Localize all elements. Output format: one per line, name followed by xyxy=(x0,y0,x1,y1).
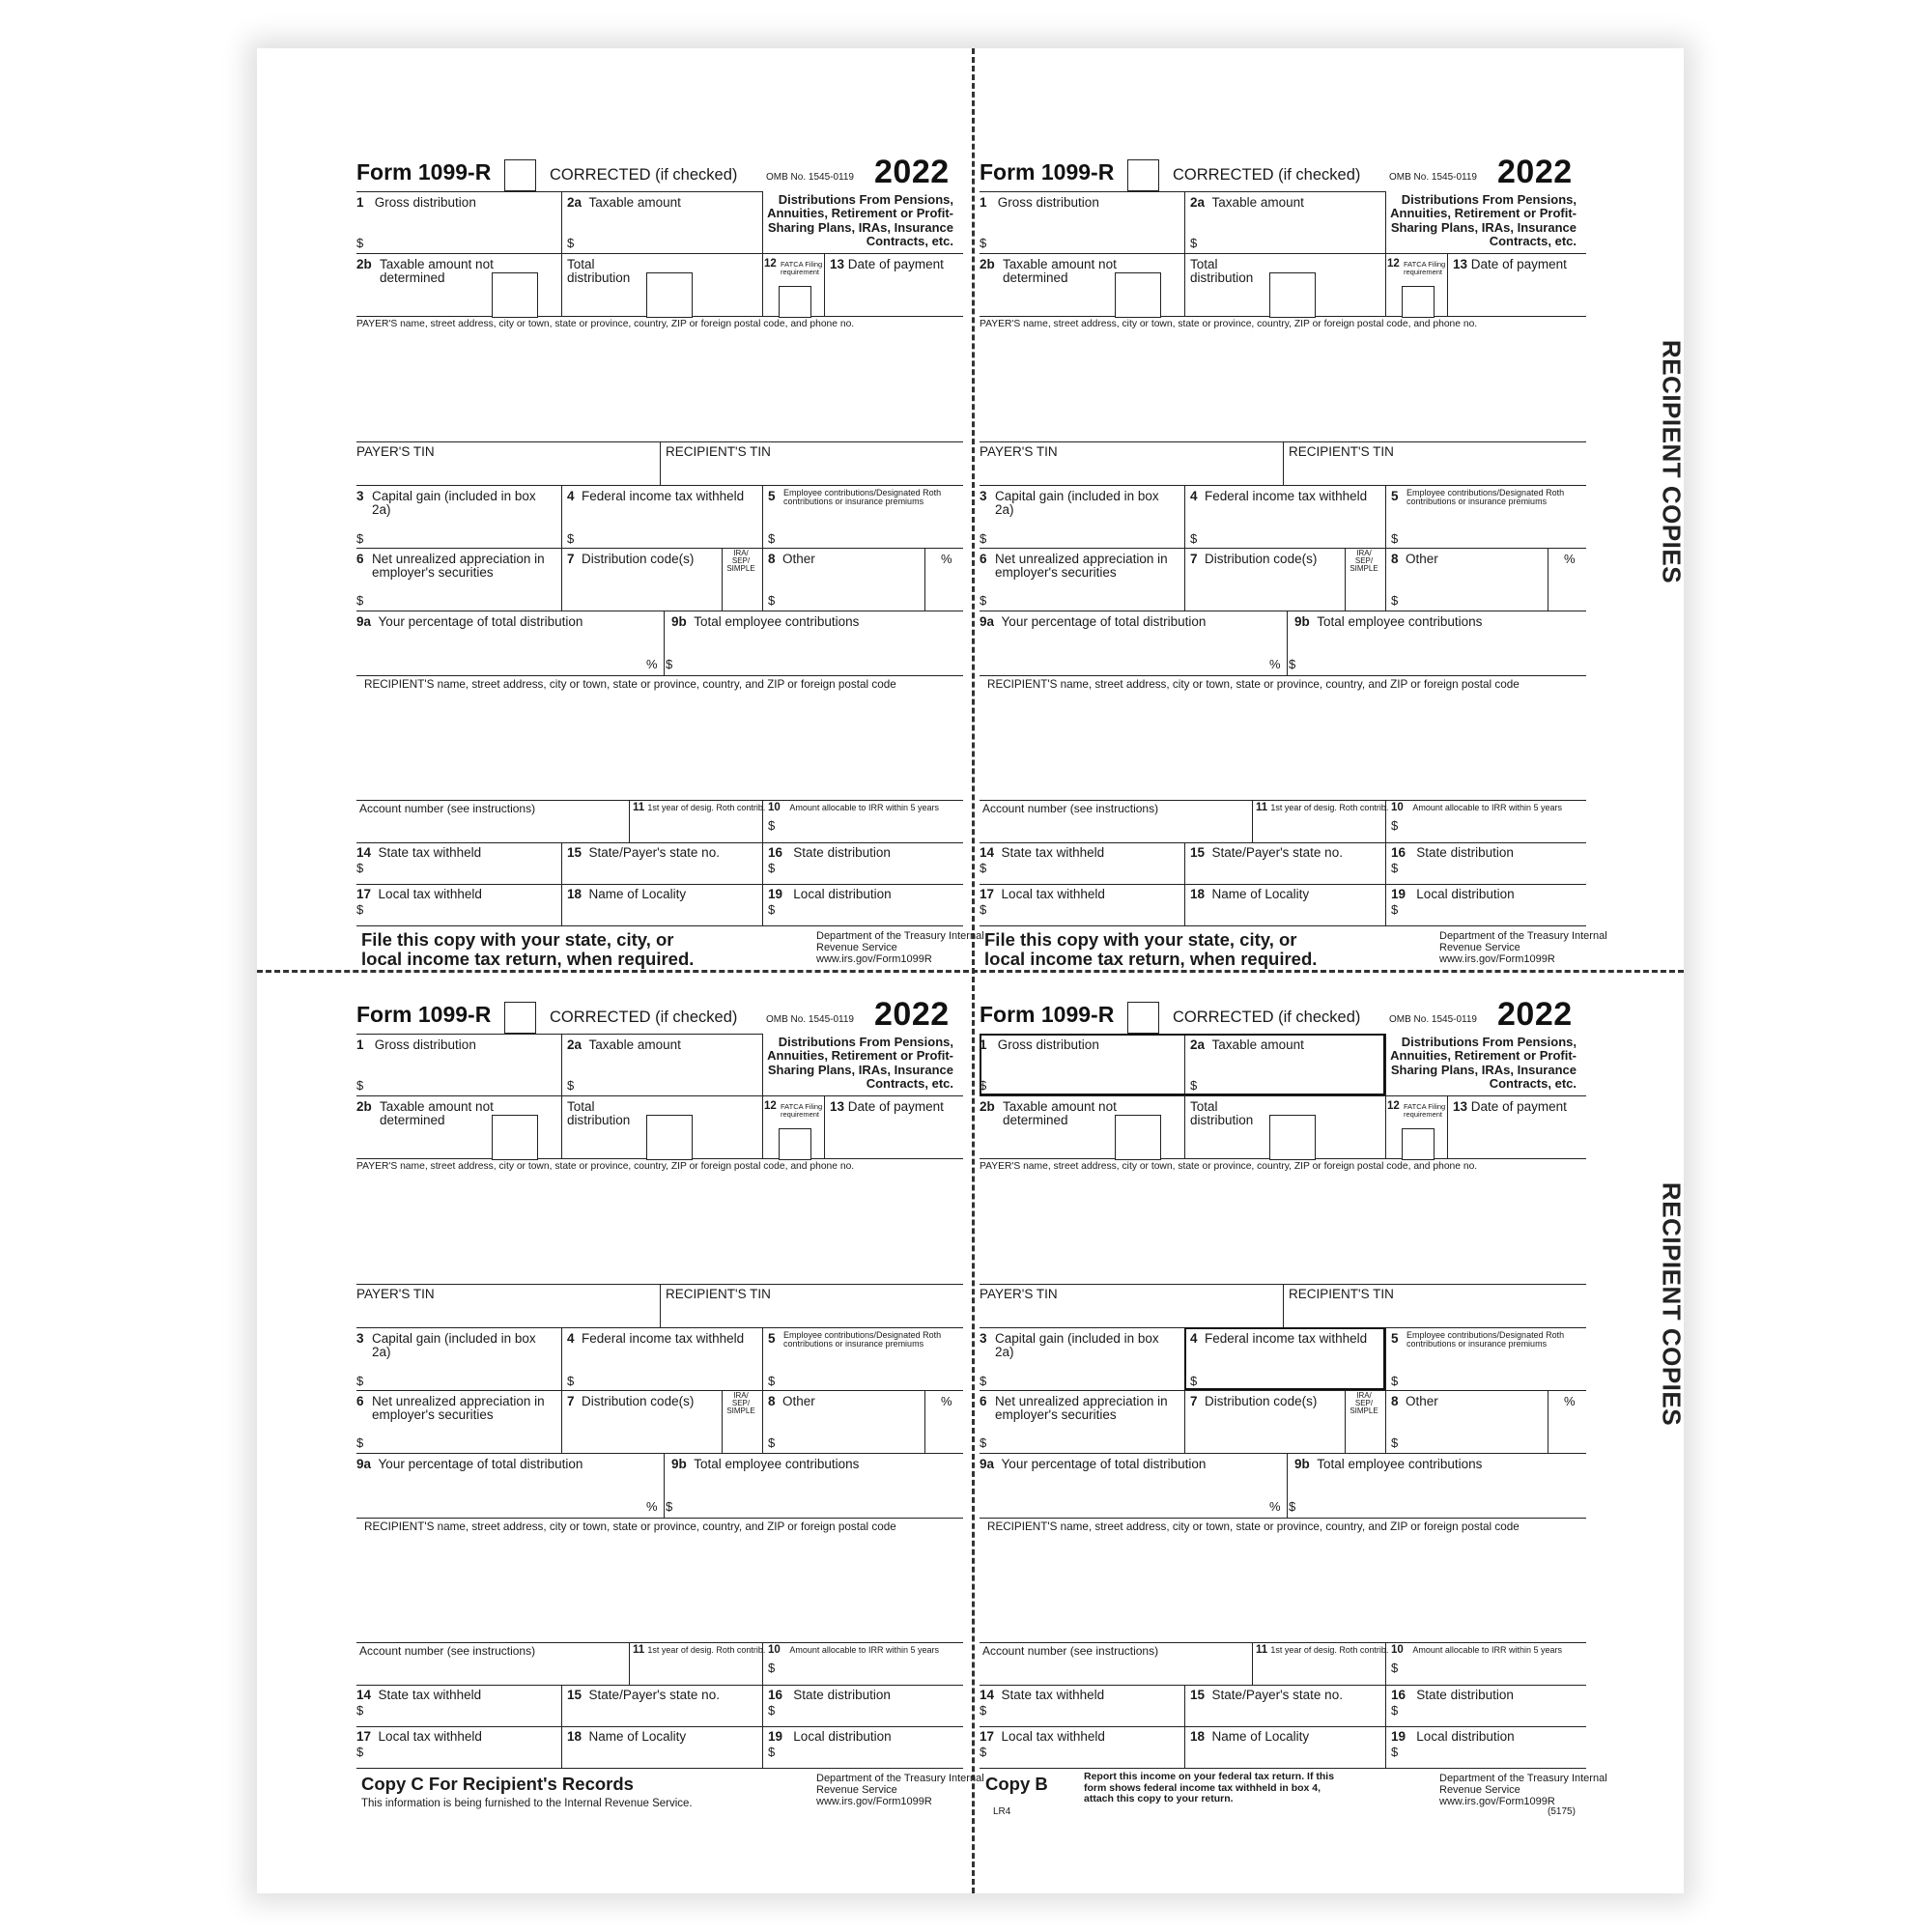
copy-b-box4-frame xyxy=(1184,1327,1385,1390)
copy-b-report-note: Report this income on your federal tax return. If this form shows federal income tax withheld in box 4, attach this copy to your return. xyxy=(1084,1771,1335,1805)
box4-label: 4 Federal income tax withheld xyxy=(1190,489,1368,503)
box16-dollar: $ xyxy=(1391,861,1399,875)
box5-label: Employee contributions/Designated Roth contributions or insurance premiums xyxy=(1406,488,1565,506)
box5-number: 5 xyxy=(1391,489,1399,503)
box3-label: Capital gain (included in box 2a) xyxy=(995,1331,1159,1360)
form-description: Distributions From Pensions, Annuities, Retirement or Profit-Sharing Plans, IRAs, Insurance Contracts, etc. xyxy=(767,1035,953,1091)
box2b-checkbox[interactable] xyxy=(1115,1115,1161,1160)
box2b-number: 2b xyxy=(980,1099,995,1114)
account-number-label: Account number (see instructions) xyxy=(359,1644,536,1658)
side-label-text: RECIPIENT COPIES xyxy=(1657,339,1687,584)
box5-dollar: $ xyxy=(768,531,776,546)
form-description: Distributions From Pensions, Annuities, Retirement or Profit-Sharing Plans, IRAs, Insurance Contracts, etc. xyxy=(1390,192,1577,248)
box11-label: 11 1st year of desig. Roth contrib. xyxy=(633,1644,766,1656)
copy-b-title: Copy B xyxy=(985,1774,1048,1794)
recipient-tin-label: RECIPIENT'S TIN xyxy=(1289,444,1394,459)
form-title: Form 1099-R xyxy=(356,159,492,185)
copy-c-subtitle: This information is being furnished to the Internal Revenue Service. xyxy=(361,1798,693,1809)
box15-label: 15 State/Payer's state no. xyxy=(1190,845,1343,860)
box17-dollar: $ xyxy=(980,1745,987,1759)
box9a-label: 9a Your percentage of total distribution xyxy=(980,614,1207,629)
box14-label: 14 State tax withheld xyxy=(356,845,482,860)
account-number-label: Account number (see instructions) xyxy=(359,802,536,815)
box6-label: Net unrealized appreciation in employer's securities xyxy=(372,1394,545,1423)
box5-dollar: $ xyxy=(768,1374,776,1388)
omb-number: OMB No. 1545-0119 xyxy=(766,1014,854,1025)
box1-dollar: $ xyxy=(356,1078,364,1093)
total-distribution-label: Total distribution xyxy=(1190,257,1254,286)
box9b-dollar: $ xyxy=(666,1499,673,1514)
copy-instructions: File this copy with your state, city, or local income tax return, when required. xyxy=(361,929,695,969)
box1-label: 1 Gross distribution xyxy=(980,195,1099,210)
fatca-checkbox[interactable] xyxy=(779,1128,811,1160)
corrected-checkbox[interactable] xyxy=(1127,159,1159,191)
box14-label: 14 State tax withheld xyxy=(980,845,1105,860)
form-description: Distributions From Pensions, Annuities, Retirement or Profit-Sharing Plans, IRAs, Insurance Contracts, etc. xyxy=(1390,1035,1577,1091)
payer-name-label: PAYER'S name, street address, city or town, state or province, country, ZIP or foreign postal code, and phone no. xyxy=(980,319,1478,329)
recipient-name-label: RECIPIENT'S name, street address, city or town, state or province, country, and ZIP or foreign postal code xyxy=(364,1520,896,1533)
box3-dollar: $ xyxy=(356,1374,364,1388)
box11-label: 11 1st year of desig. Roth contrib. xyxy=(1256,1644,1389,1656)
box2b-number: 2b xyxy=(356,1099,372,1114)
box1-label: 1 Gross distribution xyxy=(980,1037,1099,1052)
box6-label: Net unrealized appreciation in employer's securities xyxy=(995,1394,1168,1423)
box2a-dollar: $ xyxy=(1190,1078,1198,1093)
box9a-percent: % xyxy=(646,657,658,671)
box6-number: 6 xyxy=(356,552,364,566)
payer-tin-label: PAYER'S TIN xyxy=(980,1287,1058,1301)
box18-label: 18 Name of Locality xyxy=(567,1729,687,1744)
copy-b-amount-frame xyxy=(980,1034,1385,1095)
box13-label: 13 Date of payment xyxy=(1453,257,1567,271)
box5-label: Employee contributions/Designated Roth contributions or insurance premiums xyxy=(783,1330,942,1349)
total-distribution-checkbox[interactable] xyxy=(646,272,693,318)
box11-label: 11 1st year of desig. Roth contrib. xyxy=(633,802,766,813)
box17-label: 17 Local tax withheld xyxy=(356,887,482,901)
payer-name-label: PAYER'S name, street address, city or town, state or province, country, ZIP or foreign postal code, and phone no. xyxy=(980,1161,1478,1172)
box19-dollar: $ xyxy=(768,902,776,917)
box14-label: 14 State tax withheld xyxy=(980,1688,1105,1702)
box2b-checkbox[interactable] xyxy=(492,272,538,318)
form-title: Form 1099-R xyxy=(980,1002,1115,1027)
form-number: (5175) xyxy=(1548,1806,1576,1817)
box15-label: 15 State/Payer's state no. xyxy=(1190,1688,1343,1702)
fatca-checkbox[interactable] xyxy=(779,286,811,318)
form-copy-c xyxy=(356,996,984,1813)
box9b-dollar: $ xyxy=(1289,1499,1296,1514)
box19-label: 19 Local distribution xyxy=(768,887,892,901)
box7-label: 7 Distribution code(s) xyxy=(567,1394,695,1408)
box15-label: 15 State/Payer's state no. xyxy=(567,845,720,860)
box1-dollar: $ xyxy=(980,1078,987,1093)
box2b-label: Taxable amount not determined xyxy=(1003,1099,1117,1128)
box2a-dollar: $ xyxy=(567,1078,575,1093)
box5-number: 5 xyxy=(768,489,776,503)
tax-year: 2022 xyxy=(1497,996,1573,1033)
box12-number: 12 xyxy=(764,258,777,270)
box16-label: 16 State distribution xyxy=(768,845,891,860)
box4-dollar: $ xyxy=(567,531,575,546)
box1-label: 1 Gross distribution xyxy=(356,195,476,210)
box8-label: 8 Other xyxy=(1391,1394,1438,1408)
box14-dollar: $ xyxy=(356,1703,364,1718)
box9b-label: 9b Total employee contributions xyxy=(671,1457,860,1471)
box6-dollar: $ xyxy=(356,593,364,608)
tax-year: 2022 xyxy=(1497,154,1573,190)
box6-number: 6 xyxy=(356,1394,364,1408)
box8-percent: % xyxy=(941,1394,952,1408)
box5-number: 5 xyxy=(768,1331,776,1346)
box18-label: 18 Name of Locality xyxy=(1190,1729,1310,1744)
box19-label: 19 Local distribution xyxy=(768,1729,892,1744)
box2b-label: Taxable amount not determined xyxy=(1003,257,1117,286)
form-copy-state-left xyxy=(356,154,984,971)
box8-dollar: $ xyxy=(1391,593,1399,608)
box17-label: 17 Local tax withheld xyxy=(980,887,1105,901)
box8-percent: % xyxy=(941,552,952,566)
box10-dollar: $ xyxy=(1391,818,1399,833)
box2a-label: 2a Taxable amount xyxy=(1190,195,1304,210)
recipient-name-label: RECIPIENT'S name, street address, city or town, state or province, country, and ZIP or foreign postal code xyxy=(987,1520,1520,1533)
corrected-checkbox[interactable] xyxy=(504,1002,536,1034)
omb-number: OMB No. 1545-0119 xyxy=(1389,172,1477,183)
box9b-label: 9b Total employee contributions xyxy=(1294,614,1483,629)
box1-dollar: $ xyxy=(980,236,987,250)
box14-dollar: $ xyxy=(980,1703,987,1718)
box5-label: Employee contributions/Designated Roth contributions or insurance premiums xyxy=(1406,1330,1565,1349)
box13-label: 13 Date of payment xyxy=(830,1099,944,1114)
box17-dollar: $ xyxy=(356,1745,364,1759)
box6-label: Net unrealized appreciation in employer's securities xyxy=(372,552,545,581)
box4-dollar: $ xyxy=(1190,531,1198,546)
tax-year: 2022 xyxy=(874,154,950,190)
total-distribution-checkbox[interactable] xyxy=(1269,1115,1316,1160)
irs-department: Department of the Treasury Internal Revenue Service www.irs.gov/Form1099R xyxy=(1439,930,1607,966)
box6-dollar: $ xyxy=(356,1435,364,1450)
box2a-label: 2a Taxable amount xyxy=(567,1037,681,1052)
box2b-number: 2b xyxy=(980,257,995,271)
box8-label: 8 Other xyxy=(768,552,815,566)
form-title: Form 1099-R xyxy=(980,159,1115,185)
box8-percent: % xyxy=(1564,552,1576,566)
omb-number: OMB No. 1545-0119 xyxy=(766,172,854,183)
box9a-percent: % xyxy=(1269,657,1281,671)
box3-label: Capital gain (included in box 2a) xyxy=(372,1331,536,1360)
box4-label: 4 Federal income tax withheld xyxy=(567,489,745,503)
box6-number: 6 xyxy=(980,552,987,566)
box16-dollar: $ xyxy=(768,1703,776,1718)
box9b-dollar: $ xyxy=(666,657,673,671)
box10-label: 10 Amount allocable to IRR within 5 years xyxy=(1391,1644,1562,1656)
box19-dollar: $ xyxy=(1391,902,1399,917)
box16-label: 16 State distribution xyxy=(768,1688,891,1702)
corrected-label: CORRECTED (if checked) xyxy=(550,1009,738,1026)
box14-label: 14 State tax withheld xyxy=(356,1688,482,1702)
payer-name-label: PAYER'S name, street address, city or town, state or province, country, ZIP or foreign postal code, and phone no. xyxy=(356,319,855,329)
payer-tin-label: PAYER'S TIN xyxy=(980,444,1058,459)
box4-dollar: $ xyxy=(567,1374,575,1388)
box16-dollar: $ xyxy=(1391,1703,1399,1718)
box5-dollar: $ xyxy=(1391,531,1399,546)
corrected-label: CORRECTED (if checked) xyxy=(1173,1009,1361,1026)
box8-dollar: $ xyxy=(1391,1435,1399,1450)
box10-dollar: $ xyxy=(1391,1661,1399,1675)
box6-label: Net unrealized appreciation in employer's securities xyxy=(995,552,1168,581)
box12-label: FATCA Filing requirement xyxy=(1404,1102,1446,1119)
box3-dollar: $ xyxy=(980,531,987,546)
box6-dollar: $ xyxy=(980,593,987,608)
box14-dollar: $ xyxy=(980,861,987,875)
box12-label: FATCA Filing requirement xyxy=(781,1102,823,1119)
total-distribution-checkbox[interactable] xyxy=(1269,272,1316,318)
box8-dollar: $ xyxy=(768,1435,776,1450)
box18-label: 18 Name of Locality xyxy=(1190,887,1310,901)
box19-dollar: $ xyxy=(768,1745,776,1759)
box4-label: 4 Federal income tax withheld xyxy=(1190,1331,1368,1346)
box3-label: Capital gain (included in box 2a) xyxy=(995,489,1159,518)
box9b-label: 9b Total employee contributions xyxy=(671,614,860,629)
box2a-dollar: $ xyxy=(1190,236,1198,250)
recipient-tin-label: RECIPIENT'S TIN xyxy=(1289,1287,1394,1301)
box12-label: FATCA Filing requirement xyxy=(1404,260,1446,276)
box19-label: 19 Local distribution xyxy=(1391,887,1515,901)
corrected-label: CORRECTED (if checked) xyxy=(1173,166,1361,184)
payer-tin-label: PAYER'S TIN xyxy=(356,444,435,459)
box4-dollar: $ xyxy=(1190,1374,1198,1388)
irs-department: Department of the Treasury Internal Revenue Service www.irs.gov/Form1099R xyxy=(1439,1773,1607,1808)
payer-name-label: PAYER'S name, street address, city or town, state or province, country, ZIP or foreign postal code, and phone no. xyxy=(356,1161,855,1172)
box10-label: 10 Amount allocable to IRR within 5 years xyxy=(768,802,939,813)
box2a-label: 2a Taxable amount xyxy=(567,195,681,210)
corrected-checkbox[interactable] xyxy=(504,159,536,191)
box8-percent: % xyxy=(1564,1394,1576,1408)
form-title: Form 1099-R xyxy=(356,1002,492,1027)
box16-label: 16 State distribution xyxy=(1391,845,1514,860)
box7-label: 7 Distribution code(s) xyxy=(1190,1394,1318,1408)
box12-number: 12 xyxy=(764,1100,777,1112)
irs-department: Department of the Treasury Internal Revenue Service www.irs.gov/Form1099R xyxy=(816,930,984,966)
box1-label: 1 Gross distribution xyxy=(356,1037,476,1052)
box6-number: 6 xyxy=(980,1394,987,1408)
box19-dollar: $ xyxy=(1391,1745,1399,1759)
box9a-label: 9a Your percentage of total distribution xyxy=(356,1457,583,1471)
box6-dollar: $ xyxy=(980,1435,987,1450)
box18-label: 18 Name of Locality xyxy=(567,887,687,901)
side-label-text: RECIPIENT COPIES xyxy=(1657,1181,1687,1427)
box9a-label: 9a Your percentage of total distribution xyxy=(356,614,583,629)
recipient-name-label: RECIPIENT'S name, street address, city or town, state or province, country, and ZIP or foreign postal code xyxy=(364,678,896,691)
box5-label: Employee contributions/Designated Roth contributions or insurance premiums xyxy=(783,488,942,506)
box4-label: 4 Federal income tax withheld xyxy=(567,1331,745,1346)
box2b-number: 2b xyxy=(356,257,372,271)
box2b-label: Taxable amount not determined xyxy=(380,257,494,286)
copy-c-title: Copy C For Recipient's Records xyxy=(361,1774,634,1794)
total-distribution-label: Total distribution xyxy=(1190,1099,1254,1128)
payer-tin-label: PAYER'S TIN xyxy=(356,1287,435,1301)
box17-dollar: $ xyxy=(980,902,987,917)
box10-dollar: $ xyxy=(768,1661,776,1675)
box3-number: 3 xyxy=(356,489,364,503)
recipient-name-label: RECIPIENT'S name, street address, city or town, state or province, country, and ZIP or foreign postal code xyxy=(987,678,1520,691)
box19-label: 19 Local distribution xyxy=(1391,1729,1515,1744)
box3-number: 3 xyxy=(980,1331,987,1346)
box3-dollar: $ xyxy=(356,531,364,546)
tax-year: 2022 xyxy=(874,996,950,1033)
box17-dollar: $ xyxy=(356,902,364,917)
ira-sep-simple-label: IRA/ SEP/ SIMPLE xyxy=(726,549,755,573)
box9b-dollar: $ xyxy=(1289,657,1296,671)
corrected-label: CORRECTED (if checked) xyxy=(550,166,738,184)
box9b-label: 9b Total employee contributions xyxy=(1294,1457,1483,1471)
total-distribution-checkbox[interactable] xyxy=(646,1115,693,1160)
fatca-checkbox[interactable] xyxy=(1402,286,1435,318)
box14-dollar: $ xyxy=(356,861,364,875)
box7-label: 7 Distribution code(s) xyxy=(567,552,695,566)
form-copy-b xyxy=(980,996,1607,1817)
box3-label: Capital gain (included in box 2a) xyxy=(372,489,536,518)
box3-dollar: $ xyxy=(980,1374,987,1388)
box5-number: 5 xyxy=(1391,1331,1399,1346)
box2a-dollar: $ xyxy=(567,236,575,250)
box9a-percent: % xyxy=(646,1499,658,1514)
box13-label: 13 Date of payment xyxy=(830,257,944,271)
box11-label: 11 1st year of desig. Roth contrib. xyxy=(1256,802,1389,813)
box8-label: 8 Other xyxy=(768,1394,815,1408)
box2a-label: 2a Taxable amount xyxy=(1190,1037,1304,1052)
box5-dollar: $ xyxy=(1391,1374,1399,1388)
box2b-checkbox[interactable] xyxy=(1115,272,1161,318)
box13-label: 13 Date of payment xyxy=(1453,1099,1567,1114)
ira-sep-simple-label: IRA/ SEP/ SIMPLE xyxy=(1350,549,1378,573)
irs-department: Department of the Treasury Internal Revenue Service www.irs.gov/Form1099R xyxy=(816,1773,984,1808)
box8-label: 8 Other xyxy=(1391,552,1438,566)
form-code: LR4 xyxy=(993,1806,1011,1817)
ira-sep-simple-label: IRA/ SEP/ SIMPLE xyxy=(1350,1391,1378,1415)
box2b-label: Taxable amount not determined xyxy=(380,1099,494,1128)
box16-label: 16 State distribution xyxy=(1391,1688,1514,1702)
form-copy-state-right xyxy=(980,154,1607,971)
box9a-percent: % xyxy=(1269,1499,1281,1514)
box8-dollar: $ xyxy=(768,593,776,608)
box12-number: 12 xyxy=(1387,1100,1400,1112)
box17-label: 17 Local tax withheld xyxy=(980,1729,1105,1744)
box15-label: 15 State/Payer's state no. xyxy=(567,1688,720,1702)
box12-number: 12 xyxy=(1387,258,1400,270)
box9a-label: 9a Your percentage of total distribution xyxy=(980,1457,1207,1471)
box17-label: 17 Local tax withheld xyxy=(356,1729,482,1744)
box10-dollar: $ xyxy=(768,818,776,833)
total-distribution-label: Total distribution xyxy=(567,1099,631,1128)
copy-instructions: File this copy with your state, city, or local income tax return, when required. xyxy=(984,929,1318,969)
box2b-checkbox[interactable] xyxy=(492,1115,538,1160)
box10-label: 10 Amount allocable to IRR within 5 years xyxy=(1391,802,1562,813)
recipient-tin-label: RECIPIENT'S TIN xyxy=(666,444,771,459)
box1-dollar: $ xyxy=(356,236,364,250)
fatca-checkbox[interactable] xyxy=(1402,1128,1435,1160)
account-number-label: Account number (see instructions) xyxy=(982,1644,1159,1658)
box3-number: 3 xyxy=(356,1331,364,1346)
account-number-label: Account number (see instructions) xyxy=(982,802,1159,815)
form-description: Distributions From Pensions, Annuities, Retirement or Profit-Sharing Plans, IRAs, Insurance Contracts, etc. xyxy=(767,192,953,248)
box3-number: 3 xyxy=(980,489,987,503)
box10-label: 10 Amount allocable to IRR within 5 years xyxy=(768,1644,939,1656)
recipient-tin-label: RECIPIENT'S TIN xyxy=(666,1287,771,1301)
box16-dollar: $ xyxy=(768,861,776,875)
box7-label: 7 Distribution code(s) xyxy=(1190,552,1318,566)
ira-sep-simple-label: IRA/ SEP/ SIMPLE xyxy=(726,1391,755,1415)
total-distribution-label: Total distribution xyxy=(567,257,631,286)
corrected-checkbox[interactable] xyxy=(1127,1002,1159,1034)
box12-label: FATCA Filing requirement xyxy=(781,260,823,276)
omb-number: OMB No. 1545-0119 xyxy=(1389,1014,1477,1025)
